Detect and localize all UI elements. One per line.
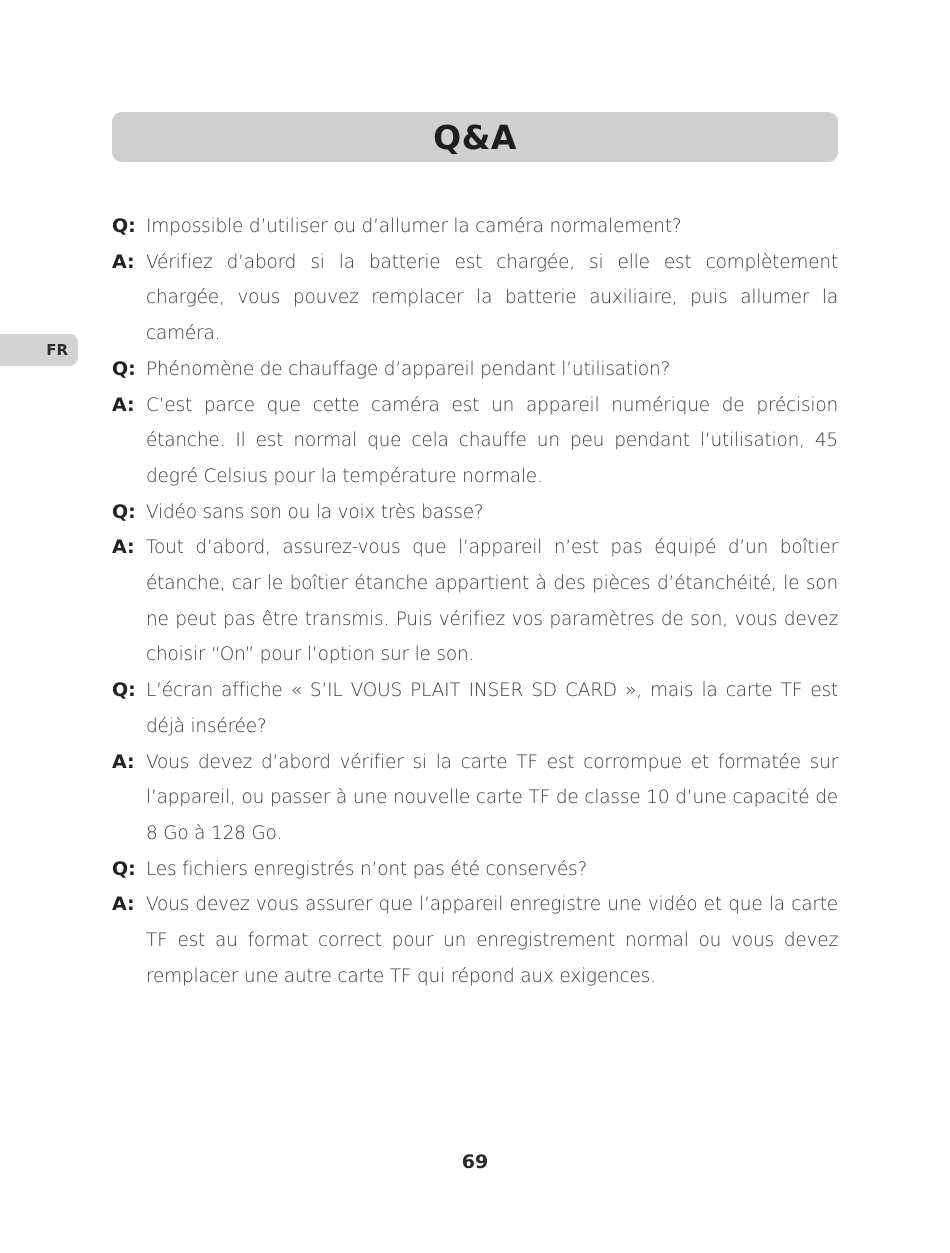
page-number: 69 bbox=[461, 1151, 489, 1173]
question-label: Q: bbox=[112, 857, 136, 880]
question-label: Q: bbox=[112, 500, 136, 523]
answer-label: A: bbox=[112, 250, 135, 273]
answer-label: A: bbox=[112, 393, 135, 416]
language-tab bbox=[0, 334, 78, 366]
answer-label: A: bbox=[112, 536, 135, 559]
answer-label: A: bbox=[112, 893, 135, 916]
question-item bbox=[112, 852, 838, 888]
answer-text: Vous devez vous assurer que l’appareil enregistre une vidéo et que la carte TF est au format correct pour un enregistrement normal ou vous devez remplacer une autre carte TF qui répond aux exigences. bbox=[146, 894, 838, 987]
answer-item bbox=[112, 245, 838, 352]
question-text: Les fichiers enregistrés n’ont pas été conservés? bbox=[146, 858, 588, 880]
question-label: Q: bbox=[112, 357, 136, 380]
question-text: Impossible d’utiliser ou d’allumer la caméra normalement? bbox=[146, 216, 682, 237]
answer-item bbox=[112, 530, 838, 673]
answer-text: Vous devez d’abord vérifier si la carte TF est corrompue et formatée sur l’appareil, ou passer à une nouvelle carte TF de classe 10 d’une capacité de 8 Go à 128 Go. bbox=[146, 751, 838, 844]
answer-label: A: bbox=[112, 750, 135, 773]
qa-list bbox=[112, 209, 838, 994]
question-label: Q: bbox=[112, 215, 136, 237]
language-label: FR bbox=[46, 341, 68, 359]
page-title: Q&A bbox=[433, 117, 517, 157]
answer-text: Vérifiez d’abord si la batterie est chargée, si elle est complètement chargée, vous pouvez remplacer la batterie auxiliaire, puis allumer la caméra. bbox=[146, 251, 838, 345]
answer-text: C’est parce que cette caméra est un appareil numérique de précision étanche. Il est normal que cela chauffe un peu pendant l’utilisation, 45 degré Celsius pour la température normale. bbox=[146, 394, 838, 487]
question-item bbox=[112, 352, 838, 388]
question-item bbox=[112, 495, 838, 531]
answer-text: Tout d’abord, assurez-vous que l’appareil n’est pas équipé d’un boîtier étanche, car le boîtier étanche appartient à des pièces d’étanchéité, le son ne peut pas être transmis. Puis vérifiez vos paramètres de son, vous devez choisir “On” pour l’option sur le son. bbox=[146, 537, 838, 666]
question-item bbox=[112, 673, 838, 744]
question-text: Vidéo sans son ou la voix très basse? bbox=[146, 501, 484, 523]
title-banner bbox=[112, 112, 838, 162]
answer-item bbox=[112, 887, 838, 994]
answer-item bbox=[112, 745, 838, 852]
answer-item bbox=[112, 388, 838, 495]
question-label: Q: bbox=[112, 679, 136, 702]
question-text: Phénomène de chauffage d’appareil pendant l’utilisation? bbox=[146, 358, 671, 380]
question-text: L’écran affiche « S’IL VOUS PLAIT INSER SD CARD », mais la carte TF est déjà insérée? bbox=[146, 680, 838, 737]
question-item bbox=[112, 209, 838, 245]
